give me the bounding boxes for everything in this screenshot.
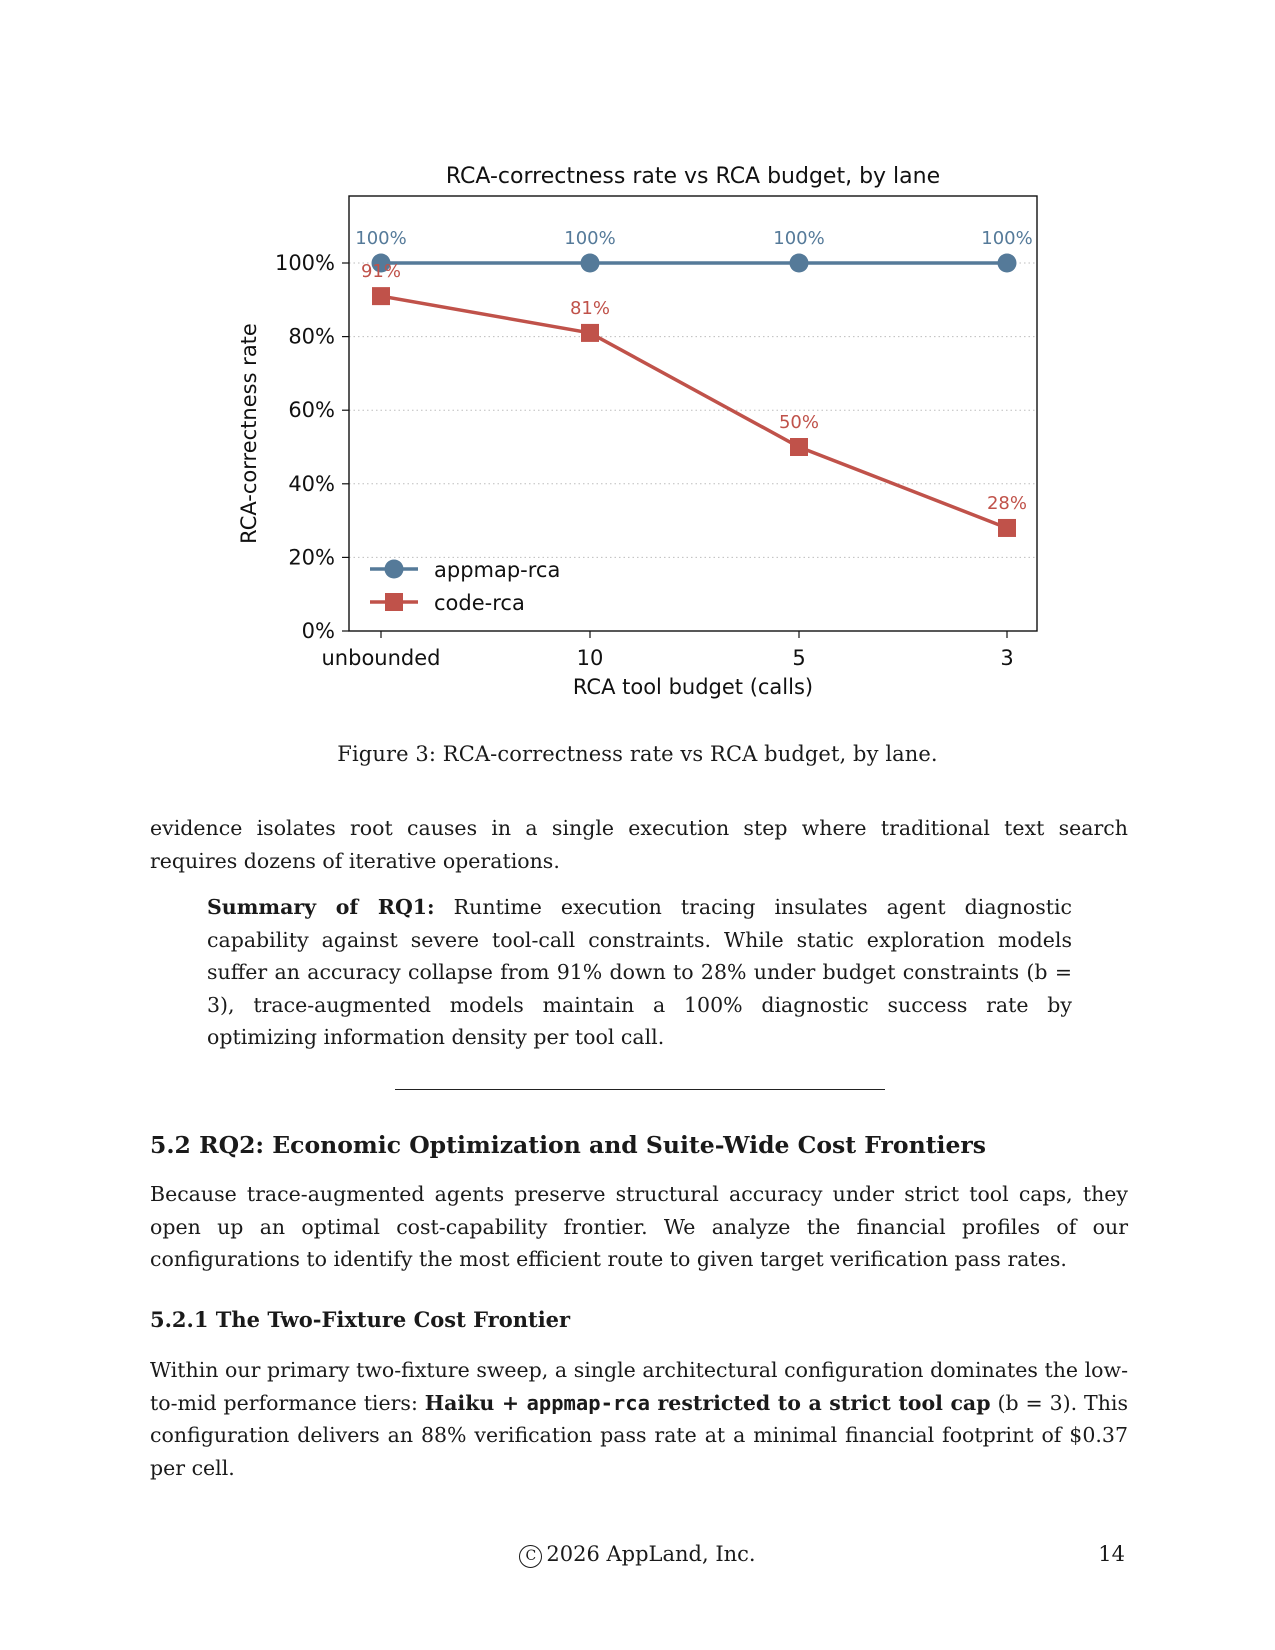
point-code-rca	[998, 519, 1016, 537]
summary-label: Summary of RQ1:	[207, 895, 435, 919]
paragraph-text: Because trace-augmented agents preserve structural accuracy under strict tool caps, they open up an optimal cost-capability frontier. We analyze the financial profiles of our configurations to identify the most efficient route to given target verification pass rates.	[150, 1182, 1128, 1271]
subsection-heading: 5.2.1 The Two-Fixture Cost Frontier	[150, 1307, 571, 1332]
x-tick-label: 5	[792, 646, 806, 670]
x-tick-label: 3	[1000, 646, 1014, 670]
point-appmap-rca	[790, 254, 809, 273]
data-label-appmap-rca: 100%	[355, 228, 407, 249]
legend-label: appmap-rca	[434, 558, 561, 582]
y-tick-label: 80%	[288, 324, 335, 349]
footer-copyright	[0, 1542, 1275, 1568]
y-tick-label: 20%	[288, 545, 335, 570]
subsection-paragraph	[150, 1354, 1128, 1484]
rca-correctness-chart	[0, 0, 1275, 720]
summary-paragraph	[207, 891, 1072, 1054]
legend-marker-code-rca	[385, 593, 403, 611]
point-code-rca	[581, 324, 599, 342]
summary-text: Runtime execution tracing insulates agent diagnostic capability against severe tool-call constraints. While static exploration models suffer an accuracy collapse from 91% down to 28% under budget constraints (b = 3), trace-augmented models maintain a 100% diagnostic success rate by optimizing information density per tool call.	[207, 895, 1073, 1049]
config-lane-code: appmap-rca	[526, 1390, 650, 1415]
x-tick-label: 10	[576, 646, 604, 670]
series-line-code-rca	[381, 296, 1007, 528]
data-label-code-rca: 28%	[986, 492, 1028, 514]
x-tick-label: unbounded	[321, 646, 441, 670]
data-label-code-rca: 91%	[360, 261, 402, 283]
figure-caption: Figure 3: RCA-correctness rate vs RCA budget, by lane.	[337, 742, 938, 766]
chart-title: RCA-correctness rate vs RCA budget, by lane	[445, 164, 941, 189]
y-tick-label: 60%	[288, 398, 335, 423]
point-code-rca	[790, 438, 808, 456]
data-label-appmap-rca: 100%	[564, 228, 616, 249]
section-heading: 5.2 RQ2: Economic Optimization and Suite-Wide Cost Frontiers	[150, 1131, 987, 1159]
config-model: Haiku +	[424, 1390, 527, 1415]
copyright-icon: C	[519, 1545, 542, 1568]
data-label-code-rca: 50%	[778, 412, 820, 433]
y-tick-label: 0%	[301, 619, 335, 643]
paragraph-text	[150, 1354, 1128, 1484]
point-appmap-rca	[998, 254, 1017, 273]
legend-label: code-rca	[434, 591, 525, 615]
figure	[0, 0, 1275, 720]
x-axis-label: RCA tool budget (calls)	[572, 675, 814, 699]
page-number: 14	[1098, 1542, 1125, 1566]
y-tick-label: 100%	[274, 251, 335, 275]
config-emphasis	[425, 1391, 991, 1415]
para-end: This configuration delivers an 88% verification pass rate at a minimal financial footprint of $0.37 per cell.	[150, 1390, 1128, 1480]
point-appmap-rca	[581, 254, 600, 273]
data-label-appmap-rca: 100%	[981, 228, 1033, 249]
config-restriction: restricted to a strict tool cap	[649, 1390, 991, 1415]
y-axis-label: RCA-correctness rate	[237, 323, 261, 544]
rq1-summary-block	[207, 891, 1072, 1054]
legend-marker-appmap-rca	[385, 560, 404, 579]
data-label-code-rca: 81%	[569, 297, 611, 319]
horizontal-rule	[395, 1089, 885, 1090]
section-paragraph	[150, 1178, 1128, 1276]
config-math: (b = 3).	[990, 1390, 1078, 1415]
y-tick-label: 40%	[288, 471, 335, 496]
paragraph-text: evidence isolates root causes in a single execution step where traditional text search requires dozens of iterative operations.	[150, 816, 1128, 873]
paragraph-continuation	[150, 812, 1128, 877]
data-label-appmap-rca: 100%	[773, 228, 825, 249]
para-start: Within our primary two-fixture sweep, a single architectural configuration dominates the low-to-mid performance tiers:	[150, 1358, 1128, 1415]
point-code-rca	[372, 287, 390, 305]
copyright-text: 2026 AppLand, Inc.	[546, 1542, 756, 1566]
